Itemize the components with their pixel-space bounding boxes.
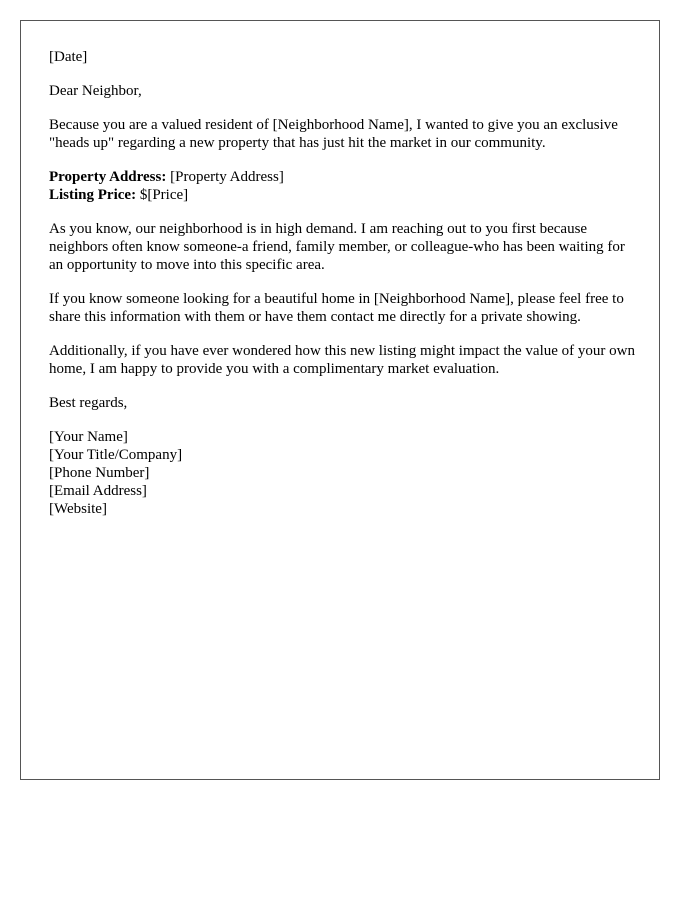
letter-salutation: Dear Neighbor,: [49, 83, 142, 99]
signature-phone: [Phone Number]: [49, 465, 150, 481]
listing-price-label: Listing Price:: [49, 187, 137, 203]
signature-title-company: [Your Title/Company]: [49, 447, 183, 463]
letter-intro-paragraph: Because you are a valued resident of [Neighborhood Name], I wanted to give you an exclusive "heads up" regarding a new property that has just hit the market in our community.: [49, 117, 618, 151]
letter-body: [49, 48, 639, 534]
signature-block: [49, 428, 639, 518]
property-address-line: [49, 168, 639, 186]
letter-closing: Best regards,: [49, 395, 128, 411]
listing-price-value: $[Price]: [139, 187, 189, 203]
signature-email: [Email Address]: [49, 483, 147, 499]
letter-date: [Date]: [49, 49, 88, 65]
letter-share-paragraph: If you know someone looking for a beautiful home in [Neighborhood Name], please feel free to share this information with them or have them contact me directly for a private showing.: [49, 291, 624, 325]
listing-price-line: [49, 186, 639, 204]
letter-evaluation-paragraph: Additionally, if you have ever wondered how this new listing might impact the value of your own home, I am happy to provide you with a complimentary market evaluation.: [49, 343, 635, 377]
property-details: [49, 168, 639, 204]
signature-website: [Website]: [49, 501, 107, 517]
signature-name: [Your Name]: [49, 429, 128, 445]
letter-demand-paragraph: As you know, our neighborhood is in high demand. I am reaching out to you first because neighbors often know someone-a friend, family member, or colleague-who has been waiting for an opportunity to move into this specific area.: [49, 221, 625, 273]
property-address-value: [Property Address]: [170, 169, 284, 185]
property-address-label: Property Address:: [49, 169, 167, 185]
